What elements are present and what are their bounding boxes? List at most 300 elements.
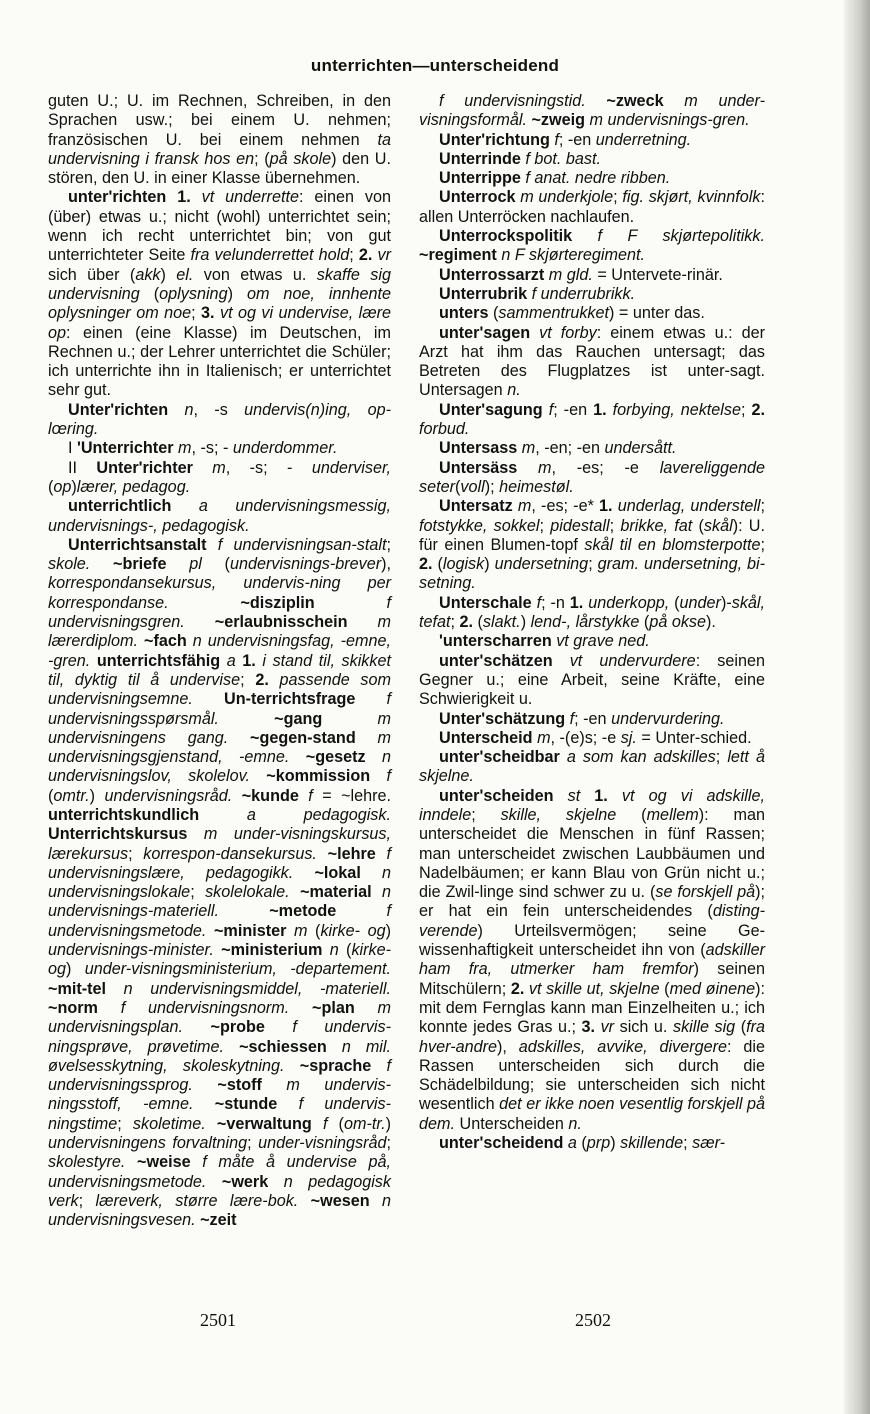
entry-text: 1. (593, 400, 613, 419)
entry-text: Unterrinde (439, 149, 526, 168)
entry-text: med øinene (669, 979, 756, 998)
entry-text: Untersass (439, 439, 522, 458)
entry-text: 2. (419, 555, 438, 574)
entry-text (298, 1192, 310, 1210)
entry-text: ~regiment (419, 246, 502, 265)
entry-text: ) den U. stören, den U. in einer Klasse übernehmen. (48, 149, 391, 188)
entry-text: unter'richten 1. (68, 188, 202, 207)
entry-text: se forskjell på (655, 883, 756, 902)
entry-text: m (178, 439, 192, 458)
entry-text: undersått. (604, 439, 677, 458)
entry-text: ; (760, 535, 765, 554)
entry-text: skole. (48, 555, 91, 574)
entry-text: ; (450, 613, 460, 632)
entry-text: m (517, 497, 532, 516)
entry-text: undervisningens forvaltning (48, 1134, 248, 1153)
entry-text: ~stunde (214, 1095, 299, 1114)
entry-text: ~gang (274, 709, 378, 728)
entry-text (183, 1018, 211, 1036)
entry-text: ) Urteilsvermögen; seine Ge-wissenhaftigkeit unterscheidet ihn von ( (419, 921, 765, 960)
entry-text: ; (539, 516, 551, 535)
entry-text: = ~lehre. (312, 786, 392, 805)
entry-text: 2. (510, 979, 529, 998)
entry-text: undervisningsråd. (104, 786, 233, 805)
entry-text (193, 1076, 218, 1094)
entry-text: ~lehre (327, 844, 387, 863)
entry-text: ; (609, 516, 621, 535)
dictionary-entry (419, 710, 765, 729)
dictionary-entry (48, 439, 391, 458)
entry-text: 'Unterrichter (77, 439, 178, 458)
entry-text: , -s; - (191, 439, 233, 458)
entry-text: sich über ( (48, 265, 136, 284)
entry-text: n undervisningsvesen. (48, 1191, 391, 1230)
entry-text: under (679, 593, 721, 612)
entry-text: n (184, 400, 194, 419)
entry-text (219, 902, 269, 920)
entry-text: undervisnings-minister. (48, 941, 214, 960)
entry-text: n F skjørteregiment. (501, 246, 645, 265)
entry-text: ) (227, 284, 247, 303)
entry-text: 1. (235, 651, 263, 670)
dictionary-entry (419, 150, 765, 169)
entry-text (206, 1115, 217, 1133)
entry-text: el. (176, 265, 194, 284)
entry-text: ~wesen (310, 1191, 382, 1210)
entry-text: om noe, innhente oplysninger om noe (48, 284, 392, 323)
entry-text: Unterrock (439, 188, 521, 207)
entry-text: n (329, 941, 339, 960)
entry-text: a pedagogisk. (246, 805, 391, 824)
entry-text: m (538, 458, 552, 477)
entry-text: 'unterscharren (439, 632, 557, 651)
entry-text: f undervisningsan-stalt (217, 535, 387, 554)
dictionary-entry (48, 401, 391, 440)
entry-text: unterrichtskundlich (48, 805, 247, 824)
entry-text: a (226, 651, 236, 670)
entry-text: ( (492, 304, 499, 323)
entry-text: på okse (649, 613, 707, 632)
entry-text: ; -en (574, 709, 612, 728)
entry-text: ; (349, 246, 359, 265)
entry-text: slakt. (482, 613, 521, 632)
entry-text: ~gegen-stand (250, 728, 378, 747)
entry-text: Unterrichtskursus (48, 825, 204, 844)
entry-text: ~zweck (606, 92, 685, 110)
entry-text: ; (78, 1191, 96, 1210)
dictionary-entry (419, 304, 765, 323)
dictionary-entry (419, 227, 765, 266)
entry-text: ~ministerium (221, 941, 330, 960)
entry-text: ; -en (553, 400, 594, 419)
entry-text: n undervisningsfag, -emne, -gren. (48, 632, 392, 670)
dictionary-entry (419, 787, 765, 1134)
entry-text: ~gesetz (305, 748, 382, 767)
entry-text: ) (484, 555, 495, 574)
entry-text (250, 767, 266, 785)
entry-text: brikke, fat (620, 516, 693, 535)
entry-text: ( (307, 921, 321, 940)
entry-text: ). (706, 613, 716, 632)
entry-text: det er ikke noen vesentlig forskjell på dem. (419, 1095, 765, 1133)
entry-text: f (569, 709, 575, 728)
entry-text: ; (128, 844, 144, 863)
dictionary-entry (419, 266, 765, 285)
entry-text: 3. (581, 1018, 601, 1037)
entry-text: Unter'sagung (439, 400, 549, 419)
entry-text: på skole (269, 149, 332, 168)
entry-text (90, 652, 97, 670)
entry-text: ; (386, 1134, 391, 1153)
entry-text: n mil. øvelsesskytning, skoleskytning. (48, 1037, 391, 1075)
entry-text: I (68, 439, 77, 458)
entry-text (317, 845, 328, 863)
entry-text: skoletime. (132, 1114, 206, 1133)
entry-text (206, 1173, 221, 1191)
entry-text: f (386, 767, 391, 786)
entry-text: ~zeit (200, 1211, 237, 1230)
entry-text: ; (588, 555, 598, 574)
entry-text: : einen von (über) etwas u.; nicht (wohl) unterrichtet sein; wenn ich recht unterrichtet bin; von gut unterrichteter Seite (48, 188, 391, 265)
entry-text: = Untervete-rinär. (592, 265, 723, 284)
entry-text (228, 729, 250, 747)
entry-text: undersetning (494, 555, 589, 574)
entry-text: fotstykke, sokkel (419, 516, 540, 535)
entry-text: f (322, 1114, 328, 1133)
dictionary-entry (419, 729, 765, 748)
entry-text: ( (576, 1134, 587, 1153)
entry-text: gram. undersetning, bi-setning. (419, 555, 765, 593)
entry-text: ); (484, 477, 500, 496)
entry-text: = Unter-schied. (636, 728, 752, 747)
entry-text: adskiller ham fra, utmerker ham fremfor (419, 941, 765, 979)
entry-text: undervisnings-brever (229, 555, 382, 574)
entry-text: m undervisningsplan. (48, 998, 392, 1037)
entry-text (586, 92, 607, 110)
entry-text: unterrichtsfähig (96, 651, 227, 670)
entry-text: op (53, 477, 72, 496)
entry-text (90, 555, 113, 573)
entry-text: : einem etwas u.: der Arzt hat ihm das Rauchen untersagt; das Betreten des Flugplatzes ist unter-sagt. Untersagen (419, 323, 765, 400)
entry-text: skolestyre. (48, 1153, 126, 1172)
entry-text: Untersatz (439, 497, 518, 516)
dictionary-entry (419, 92, 765, 131)
left-column (48, 92, 391, 1231)
entry-text: m undervisningens gang. (48, 709, 392, 747)
entry-text: ~verwaltung (216, 1114, 323, 1133)
entry-text: , -s (193, 400, 245, 419)
entry-text: ) (66, 960, 85, 979)
entry-text: sj. (620, 728, 637, 747)
entry-text (285, 1057, 300, 1075)
entry-text: m undervisningsgjenstand, -emne. (48, 728, 391, 767)
dictionary-entry (419, 748, 765, 787)
entry-text: korrespon-dansekursus. (143, 844, 317, 863)
entry-text: unters (439, 304, 493, 323)
entry-text: ( (327, 1114, 344, 1133)
entry-text: von etwas u. (193, 265, 317, 284)
entry-text: lett å skjelne. (419, 748, 765, 786)
entry-text: ( (139, 284, 160, 303)
entry-text: m (212, 458, 226, 477)
entry-text: ~kunde (241, 786, 309, 805)
entry-text (289, 999, 312, 1017)
entry-text: ; (190, 883, 206, 902)
right-column (419, 92, 765, 1153)
entry-text: under-visningsråd (258, 1134, 387, 1153)
entry-text: skaffe sig undervisning (48, 265, 391, 303)
entry-text: ; (715, 748, 728, 767)
entry-text: ~material (300, 883, 382, 902)
entry-text: skolelokale. (205, 883, 290, 902)
entry-text: sich u. (614, 1018, 673, 1037)
entry-text: ): mit dem Fernglas kann man Einzelheiten u.; ich konnte jedes Gras u.; (419, 979, 766, 1037)
entry-text: ( (437, 555, 443, 574)
entry-text: ~schiessen (239, 1037, 342, 1056)
entry-text: vt og vi undervise, lære op (48, 304, 391, 342)
dictionary-entry (419, 169, 765, 188)
dictionary-entry (419, 324, 765, 401)
entry-text: Unterscheiden (455, 1114, 569, 1133)
entry-text: vt og vi adskille, inndele (419, 786, 766, 824)
entry-text: vt undervurdere (569, 651, 696, 670)
entry-text: f (554, 130, 559, 149)
entry-text: n undervisningslov, skolelov. (48, 748, 391, 786)
entry-text: fra hver-andre (419, 1018, 766, 1056)
entry-text: a (567, 1134, 577, 1153)
entry-text: ~minister (213, 921, 294, 940)
entry-text: oplysning (159, 284, 228, 303)
entry-text: Unter'schätzung (439, 709, 570, 728)
entry-text: ~mit-tel (48, 979, 124, 998)
entry-text: sær- (692, 1134, 726, 1153)
entry-text: ; (386, 535, 391, 554)
entry-text: ( (616, 805, 647, 824)
entry-text: ~zweig (531, 111, 590, 130)
entry-text: unter'schätzen (439, 651, 570, 670)
entry-text: fra velunderrettet hold (190, 246, 350, 265)
entry-text: prp (586, 1134, 611, 1153)
entry-text: a som kan adskilles (566, 748, 716, 767)
entry-text: unterrichtlich (68, 497, 199, 516)
entry-text: : die Rassen unterscheiden sich durch die Schädelbildung; sie unterscheiden sich nicht wesentlich (419, 1037, 765, 1114)
entry-text: ( (735, 1018, 747, 1037)
entry-text: f undervisningsnorm. (120, 998, 290, 1017)
entry-text: 2. (358, 246, 378, 265)
entry-text: m under-visningskursus, lærekursus (48, 825, 392, 863)
entry-text: , -es; -e* (531, 497, 600, 516)
entry-text: skål til en blomsterpotte (584, 535, 761, 554)
entry-text: m undervis-ningsstoff, -emne. (48, 1076, 391, 1114)
entry-text: logisk (442, 555, 485, 574)
entry-text (232, 787, 241, 805)
entry-text: guten U.; U. im Rechnen, Schreiben, in den Sprachen usw.; bei einem U. nehmen; französischen U. bei einem nehmen (48, 92, 391, 149)
entry-text: ) (385, 921, 392, 940)
entry-text: 2. (751, 400, 766, 419)
entry-text: om-tr. (343, 1114, 386, 1133)
entry-text: ; (240, 670, 256, 689)
entry-text: ~probe (210, 1018, 293, 1037)
entry-text: ) seinen Mitschülern; (419, 960, 765, 998)
entry-text: II (68, 458, 97, 477)
entry-text: n. (507, 381, 521, 400)
dictionary-entry (48, 92, 391, 188)
entry-text: n undervisningslokale (48, 863, 392, 902)
entry-text: kirke- og (320, 921, 386, 940)
entry-text: ; (471, 805, 501, 824)
entry-text: f underrubrikk. (531, 284, 636, 303)
entry-text: vr (600, 1018, 615, 1037)
entry-text (206, 922, 214, 940)
entry-text: Unterrubrik (439, 284, 532, 303)
dictionary-entry (419, 188, 765, 227)
entry-text: f undervisningsmetode. (48, 902, 391, 940)
entry-text: ; ( (254, 149, 270, 168)
entry-text: korrespondansekursus, undervis-ning per korrespondanse. (48, 574, 391, 612)
entry-text: ) (385, 1114, 392, 1133)
entry-text: Unterrichtsanstalt (68, 535, 218, 554)
entry-text: disting-verende (419, 902, 765, 940)
entry-text: f anat. nedre ribben. (525, 169, 671, 188)
entry-text: ( (48, 786, 54, 805)
entry-text: skille, skjelne (500, 805, 617, 824)
entry-text: passende som undervisningsemne. (48, 670, 391, 709)
entry-text: ; (191, 304, 202, 323)
entry-text: ); er hat ein fein unterscheidendes ( (419, 883, 766, 921)
entry-text: ; (247, 1134, 259, 1153)
entry-text: ( (639, 613, 650, 632)
entry-text: ta undervisning i fransk hos en (48, 130, 391, 168)
entry-text: Unter'richter (96, 458, 213, 477)
entry-text: Unterrippe (439, 169, 526, 188)
entry-text: vt forby (539, 323, 597, 342)
entry-text (125, 1153, 137, 1171)
entry-text: Unterschale (439, 593, 537, 612)
entry-text: adskilles, avvike, divergere (518, 1037, 727, 1056)
entry-text: f F skjørtepolitikk. (597, 227, 765, 246)
entry-text: unter'sagen (439, 323, 540, 342)
entry-text: , -es; -e (551, 458, 660, 477)
entry-text: vt underrette (201, 188, 299, 207)
entry-text: skillende (620, 1134, 684, 1153)
left-page-number: 2501 (200, 1310, 236, 1330)
entry-text: : seinen Gegner u.; eine Arbeit, seine Kräfte, eine Schwierigkeit u. (419, 651, 765, 709)
entry-text: m underkjole (520, 188, 614, 207)
entry-text: m (293, 921, 308, 940)
entry-text: lavereliggende seter (419, 458, 765, 496)
page-edge-shadow (844, 0, 870, 1414)
entry-text: lend-, lårstykke (530, 613, 640, 632)
entry-text: ; (117, 1114, 133, 1133)
entry-text: ( (338, 941, 352, 960)
entry-text: n pedagogisk verk (48, 1172, 391, 1210)
entry-text: ; -en (558, 130, 596, 149)
entry-text: vt grave ned. (556, 632, 650, 651)
entry-text: ~briefe (113, 555, 190, 574)
entry-text: f (548, 400, 554, 419)
dictionary-entry (419, 131, 765, 150)
entry-text: ), (381, 555, 391, 574)
entry-text: sammentrukket (498, 304, 610, 323)
entry-text: undervis(n)ing, op-lœring. (48, 400, 391, 439)
entry-text: ~kommission (266, 767, 387, 786)
entry-text: ~disziplin (240, 593, 387, 612)
entry-text: forbying, nektelse (612, 400, 741, 419)
dictionary-entry (419, 285, 765, 304)
entry-text: ; (760, 497, 766, 516)
dictionary-entry (419, 632, 765, 651)
entry-text: Unter'richtung (439, 130, 555, 149)
entry-text: f undervis-ningstime (48, 1095, 392, 1133)
entry-text: ) (71, 477, 77, 496)
entry-text: skål, tefat (419, 593, 766, 632)
entry-text: m undervisnings-gren. (589, 111, 750, 130)
entry-text: ), (497, 1037, 519, 1056)
entry-text: underretning. (595, 130, 692, 149)
entry-text: , -en; -en (535, 439, 605, 458)
entry-text: f måte å undervise på, undervisningsmetode. (48, 1153, 391, 1191)
entry-text: ~stoff (217, 1076, 287, 1095)
entry-text: ~plan (312, 998, 378, 1017)
entry-text: ( (455, 477, 461, 496)
entry-text: f undervisningsspørsmål. (48, 690, 392, 728)
dictionary-entry (48, 188, 391, 400)
entry-text: forbud. (419, 420, 470, 439)
entry-text: ( (669, 593, 680, 612)
entry-text: heimestøl. (499, 477, 574, 496)
entry-text: mellem (646, 805, 699, 824)
entry-text: ~sprache (299, 1056, 387, 1075)
entry-text (290, 883, 300, 901)
dictionary-entry (419, 459, 765, 498)
entry-text: Unterrockspolitik (439, 227, 598, 246)
dictionary-entry (419, 401, 765, 440)
entry-text: ): man unterscheidet die Menschen in fünf Rassen; man unterscheidet zwischen Laubbäumen und Nadelbäumen; er kann Blau von Grün nicht u.; die Zwil-linge sind schwer zu u. ( (419, 805, 765, 902)
entry-text: Unterrossarzt (439, 265, 549, 284)
entry-text: a undervisningsmessig, undervisnings-, pedagogisk. (48, 497, 391, 535)
entry-text: m lærerdiplom. (48, 613, 391, 651)
entry-text: , -s; - (225, 458, 312, 477)
entry-text (185, 613, 215, 631)
entry-text: underkopp, (588, 593, 670, 612)
entry-text: skille sig (672, 1018, 736, 1037)
entry-text: n undervisningsmiddel, -materiell. (123, 979, 392, 998)
entry-text: ; -n (541, 593, 570, 612)
entry-text: ( (48, 477, 54, 496)
dictionary-entry (48, 536, 391, 1231)
dictionary-entry (419, 594, 765, 633)
entry-text: vr (377, 246, 392, 265)
entry-text: Untersäss (439, 458, 539, 477)
entry-text: ~werk (221, 1172, 284, 1191)
dictionary-entry (419, 652, 765, 710)
entry-text: unter'scheidbar (439, 748, 567, 767)
entry-text: ( (659, 979, 670, 998)
dictionary-entry (48, 459, 391, 498)
entry-text: f (536, 593, 542, 612)
entry-text: )- (720, 593, 732, 612)
entry-text: læreverk, større lære-bok. (95, 1191, 299, 1210)
entry-text: 3. (201, 304, 220, 323)
entry-text: unter'scheidend (439, 1134, 568, 1153)
entry-text: underlag, understell (617, 497, 761, 516)
entry-text: 2. (459, 613, 478, 632)
entry-text: f undervisningsgren. (48, 593, 392, 632)
right-page-number: 2502 (575, 1310, 611, 1330)
entry-text (289, 748, 305, 766)
entry-text: ( (201, 555, 230, 574)
entry-text: Unter'richten (68, 400, 185, 419)
